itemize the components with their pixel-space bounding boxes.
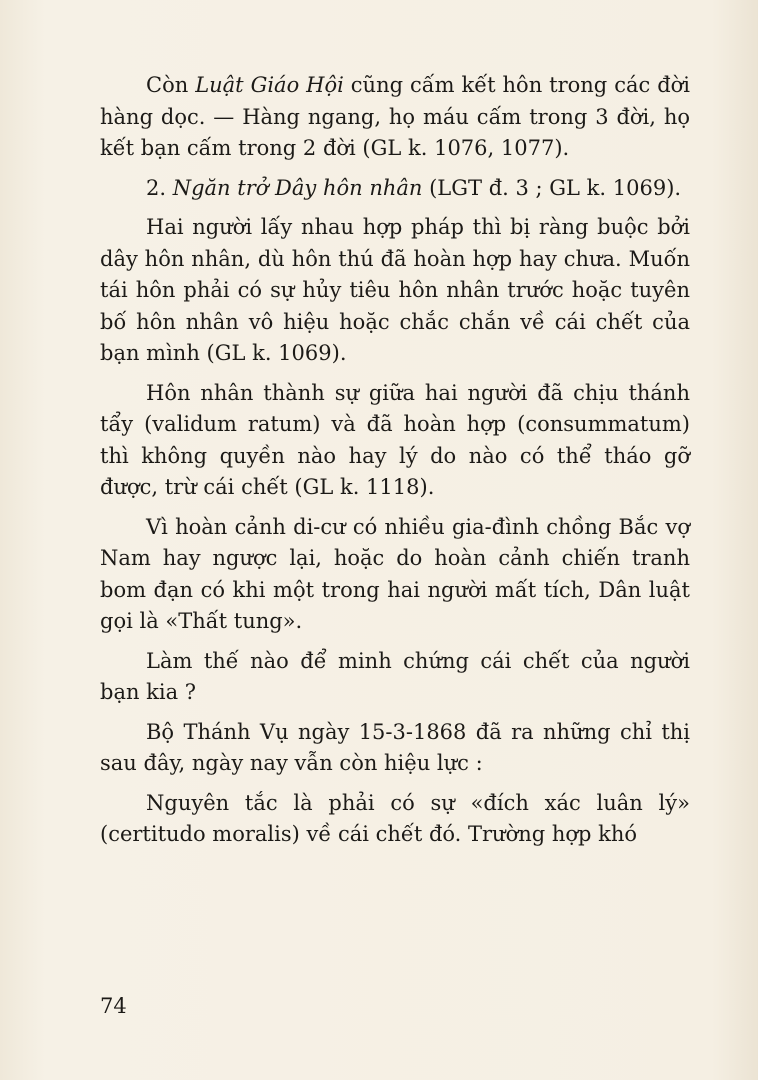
paragraph-1-italic: Luật Giáo Hội [195, 73, 344, 97]
paragraph-2-number: 2. [146, 175, 173, 200]
paragraph-2 [100, 173, 690, 205]
paragraph-2-italic: Ngăn trở Dây hôn nhân [172, 175, 423, 200]
paragraph-2-text-b: (LGT đ. 3 ; GL k. 1069). [422, 175, 682, 200]
paragraph-5: Vì hoàn cảnh di-cư có nhiều gia-đình chồng Bắc vợ Nam hay ngược lại, hoặc do hoàn cảnh chiến tranh bom đạn có khi một trong hai người mất tích, Dân luật gọi là «Thất tung». [100, 514, 690, 633]
paragraph-1 [100, 70, 690, 165]
paragraph-1-text-b: cũng cấm kết hôn trong các đời hàng dọc. — Hàng ngang, họ máu cấm trong 3 đời, họ kết bạn cấm trong 2 đời (GL k. 1076, 1077). [100, 73, 690, 160]
paragraph-7: Bộ Thánh Vụ ngày 15-3-1868 đã ra những chỉ thị sau đây, ngày nay vẫn còn hiệu lực : [100, 719, 690, 775]
paragraph-8: Nguyên tắc là phải có sự «đích xác luân lý» (certitudo moralis) về cái chết đó. Trường hợp khó [100, 790, 690, 846]
page-number: 74 [100, 994, 127, 1018]
paragraph-6: Làm thế nào để minh chứng cái chết của người bạn kia ? [100, 648, 690, 704]
paragraph-3: Hai người lấy nhau hợp pháp thì bị ràng buộc bởi dây hôn nhân, dù hôn thú đã hoàn hợp hay chưa. Muốn tái hôn phải có sự hủy tiêu hôn nhân trước hoặc tuyên bố hôn nhân vô hiệu hoặc chắc chắn về cái chết của bạn mình (GL k. 1069). [100, 215, 690, 365]
paragraph-4: Hôn nhân thành sự giữa hai người đã chịu thánh tẩy (validum ratum) và đã hoàn hợp (consummatum) thì không quyền nào hay lý do nào có thể tháo gỡ được, trừ cái chết (GL k. 1118). [100, 380, 690, 499]
body-text [100, 70, 690, 859]
paragraph-1-text-a: Còn [146, 73, 196, 97]
